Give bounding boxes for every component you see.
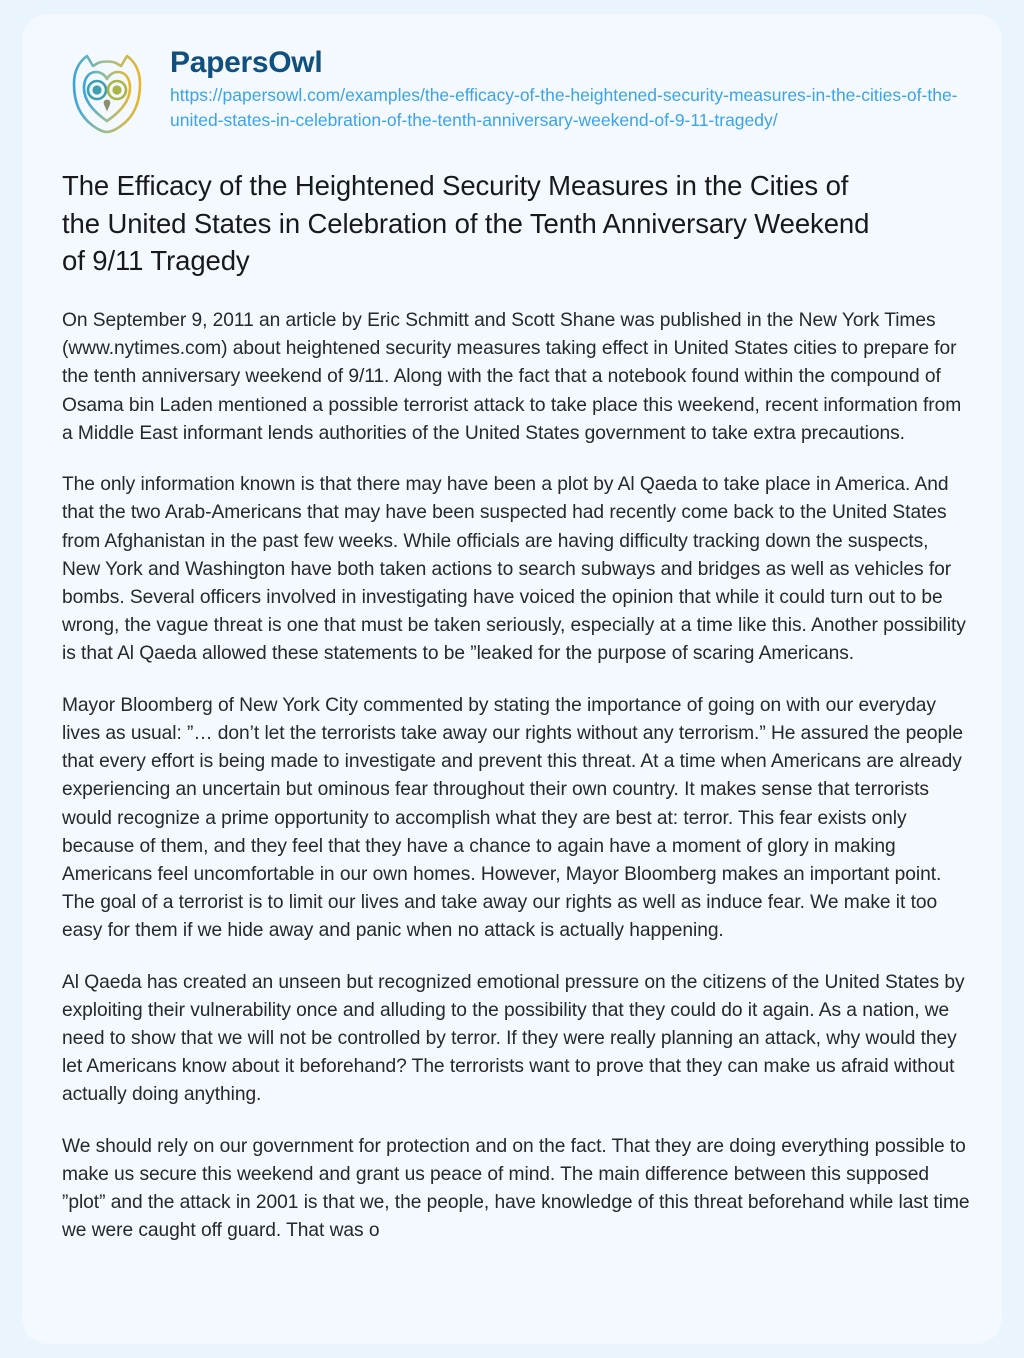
article-paragraph: The only information known is that there may have been a plot by Al Qaeda to take place in America. And that the two Arab-Americans that may have been suspected had recently come back to the United States from Afghanistan in the past few weeks. While officials are having difficulty tracking down the suspects, New York and Washington have both taken actions to search subways and bridges as well as vehicles for bombs. Several officers involved in investigating have voiced the opinion that while it could turn out to be wrong, the vague threat is one that must be taken seriously, especially at a time like this. Another possibility is that Al Qaeda allowed these statements to be ”leaked for the purpose of scaring Americans. xyxy=(62,474,966,665)
article-paragraph: We should rely on our government for protection and on the fact. That they are doing everything possible to make us secure this weekend and grant us peace of mind. The main difference between this supposed ”plot” and the attack in 2001 is that we, the people, have knowledge of this threat beforehand while last time we were caught off guard. That was o xyxy=(62,1135,970,1242)
owl-icon xyxy=(62,44,152,136)
article-paragraph: Mayor Bloomberg of New York City commented by stating the importance of going on with our everyday lives as usual: ”… don’t let the terrorists take away our rights without any terrorism.” He assured the people that every effort is being made to investigate and prevent this threat. At a time when Americans are already experiencing an uncertain but ominous fear throughout their own country. It makes sense that terrorists would recognize a prime opportunity to accomplish what they are best at: terror. This fear exists only because of them, and they feel that they have a chance to again have a moment of glory in making Americans feel uncomfortable in our own homes. However, Mayor Bloomberg makes an important point. The goal of a terrorist is to limit our lives and take away our rights as well as induce fear. We make it too easy for them if we hide away and panic when no attack is actually happening. xyxy=(62,694,963,942)
article-body xyxy=(62,307,970,1246)
article-paragraph: Al Qaeda has created an unseen but recognized emotional pressure on the citizens of the United States by exploiting their vulnerability once and alluding to the possibility that they could do it again. As a nation, we need to show that we will not be controlled by terror. If they were really planning an attack, why would they let Americans know about it beforehand? The terrorists want to prove that they can make us afraid without actually doing anything. xyxy=(62,971,965,1106)
source-url[interactable]: https://papersowl.com/examples/the-efficacy-of-the-heightened-security-measures-in-the-cities-of-the-united-states-in-celebration-of-the-tenth-anniversary-weekend-of-9-11-tragedy/ xyxy=(170,85,958,130)
page-title: The Efficacy of the Heightened Security Measures in the Cities of the United States in Celebration of the Tenth Anniversary Weekend of 9/11 Tragedy xyxy=(62,170,870,277)
document-content xyxy=(46,42,980,1246)
article-paragraph: On September 9, 2011 an article by Eric Schmitt and Scott Shane was published in the New York Times (www.nytimes.com) about heightened security measures taking effect in United States cities to prepare for the tenth anniversary weekend of 9/11. Along with the fact that a notebook found within the compound of Osama bin Laden mentioned a possible terrorist attack to take place this weekend, recent information from a Middle East informant lends authorities of the United States government to take extra precautions. xyxy=(62,310,962,444)
document-card xyxy=(22,14,1002,1344)
brand-name: PapersOwl xyxy=(170,46,323,79)
site-header xyxy=(46,42,980,136)
brand-block xyxy=(170,42,970,133)
